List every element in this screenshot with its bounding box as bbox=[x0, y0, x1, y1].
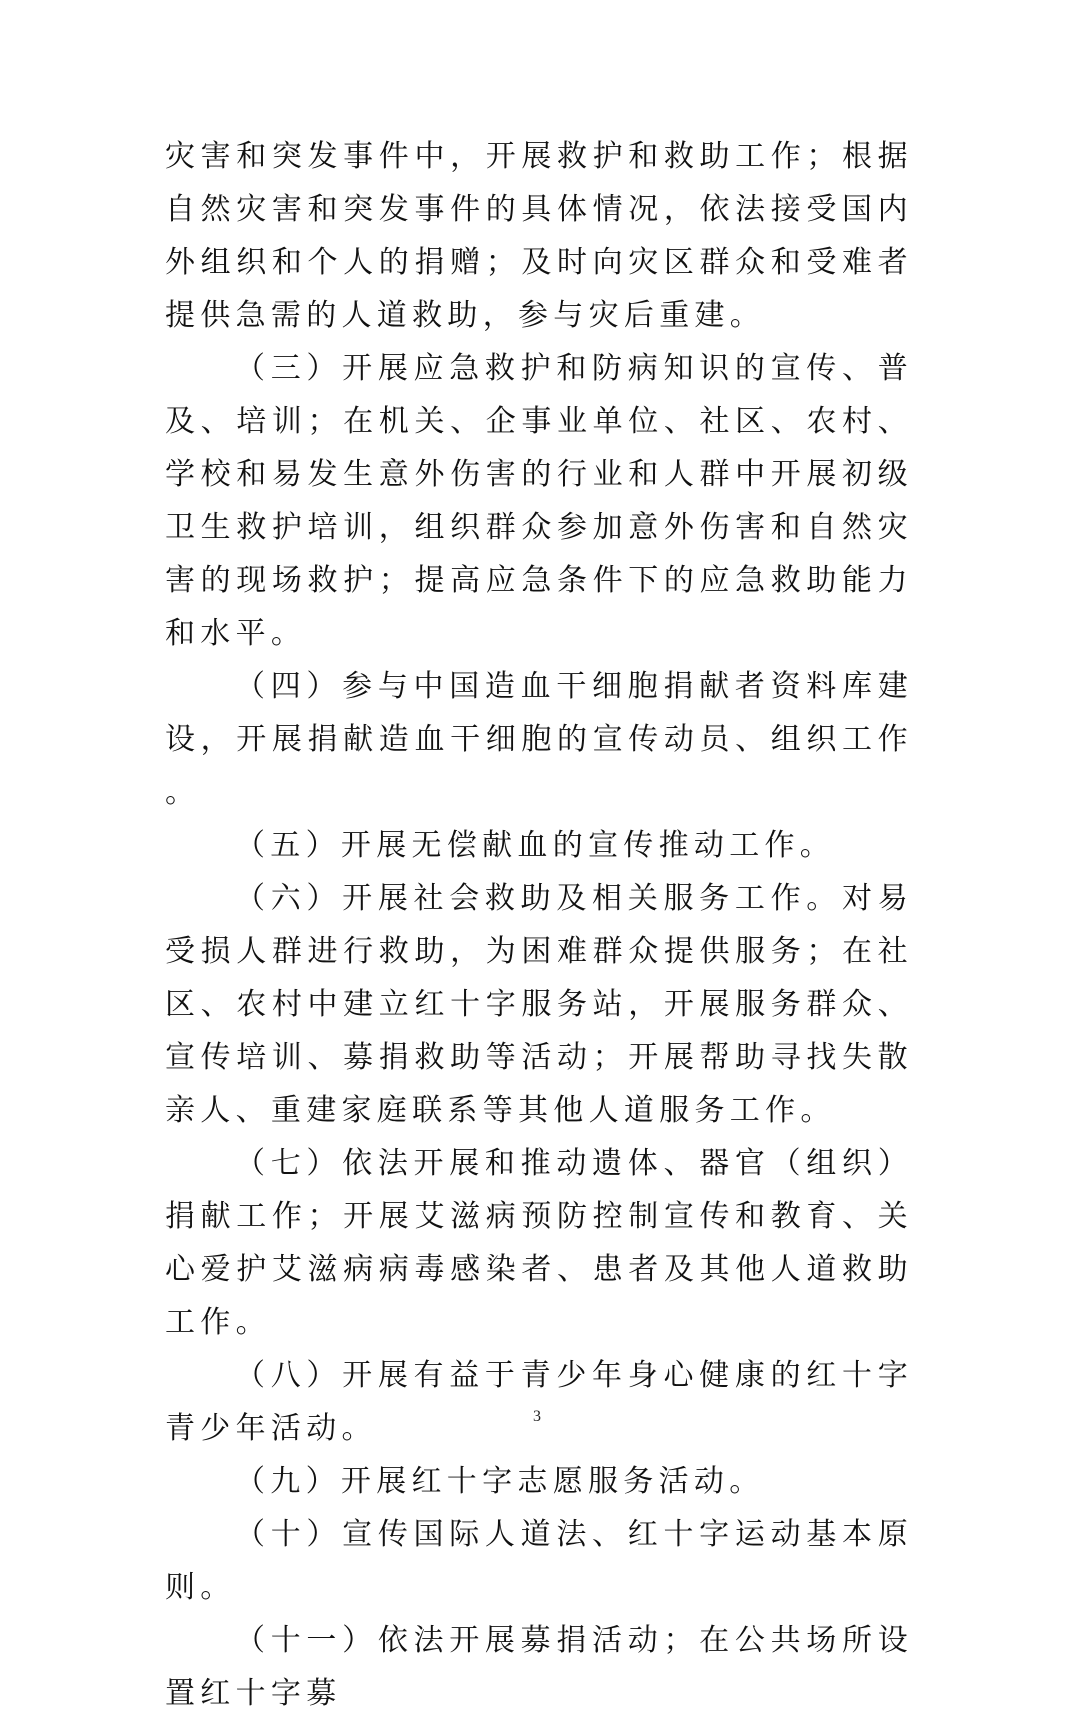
paragraph-item-5: （五）开展无偿献血的宣传推动工作。 bbox=[235, 828, 836, 863]
paragraph-continued: 灾害和突发事件中，开展救护和救助工作；根据自然灾害和突发事件的具体情况，依法接受国内外组织和个人的捐赠；及时向灾区群众和受难者提供急需的人道救助，参与灾后重建。 bbox=[165, 139, 913, 333]
paragraph-item-7: （七）依法开展和推动遗体、器官（组织）捐献工作；开展艾滋病预防控制宣传和教育、关心爱护艾滋病病毒感染者、患者及其他人道救助工作。 bbox=[165, 1146, 913, 1340]
paragraph-item-3: （三）开展应急救护和防病知识的宣传、普及、培训；在机关、企事业单位、社区、农村、学校和易发生意外伤害的行业和人群中开展初级卫生救护培训，组织群众参加意外伤害和自然灾害的现场救护；提高应急条件下的应急救助能力和水平。 bbox=[165, 351, 913, 651]
paragraph-item-9: （九）开展红十字志愿服务活动。 bbox=[235, 1464, 765, 1499]
paragraph-item-11: （十一）依法开展募捐活动；在公共场所设置红十字募 bbox=[165, 1623, 913, 1711]
paragraph-item-10: （十）宣传国际人道法、红十字运动基本原则。 bbox=[165, 1517, 913, 1605]
page-number: 3 bbox=[533, 1408, 541, 1425]
paragraph-item-6: （六）开展社会救助及相关服务工作。对易受损人群进行救助，为困难群众提供服务；在社区、农村中建立红十字服务站，开展服务群众、宣传培训、募捐救助等活动；开展帮助寻找失散亲人、重建家庭联系等其他人道服务工作。 bbox=[165, 881, 913, 1128]
paragraph-item-8: （八）开展有益于青少年身心健康的红十字青少年活动。 bbox=[165, 1358, 913, 1446]
paragraph-item-4: （四）参与中国造血干细胞捐献者资料库建设，开展捐献造血干细胞的宣传动员、组织工作。 bbox=[165, 669, 913, 810]
body-text bbox=[165, 130, 913, 1720]
